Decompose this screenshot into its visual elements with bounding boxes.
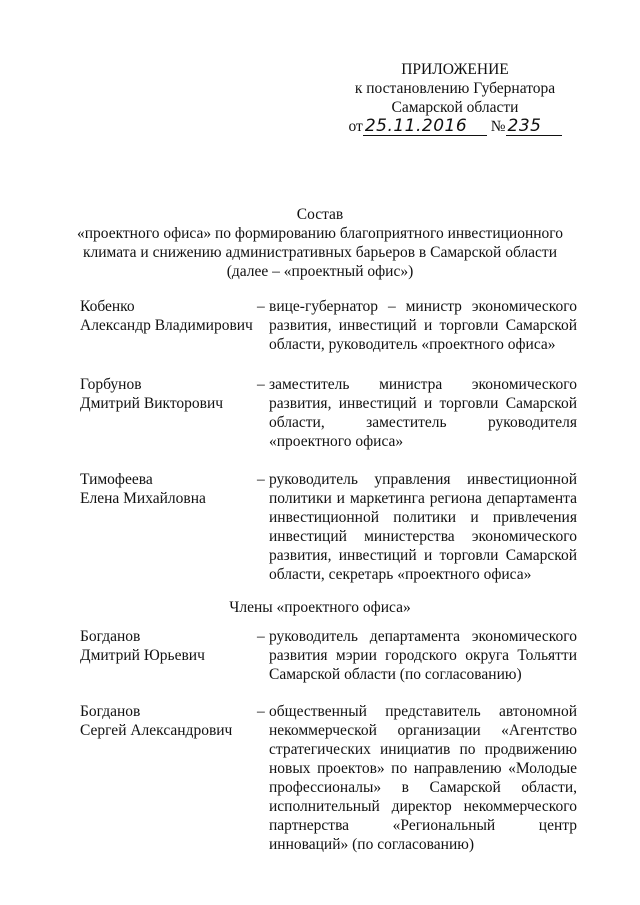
appendix-title: ПРИЛОЖЕНИЕ [401,61,509,78]
member-dash: – [257,298,265,315]
member-given-name: Дмитрий Юрьевич [80,647,205,664]
member-surname: Богданов [80,628,141,645]
heading-title: Состав [296,206,344,223]
heading-line-2: климата и снижению административных барьеров в Самарской области [82,244,558,261]
member-role: вице-губернатор – министр экономического развития, инвестиций и торговли Самарской области, руководитель «проектного офиса» [269,298,577,353]
heading-line-1: «проектного офиса» по формированию благоприятного инвестиционного [76,225,564,242]
heading-line-3: (далее – «проектный офис») [226,263,414,280]
handwritten-date: 25.11.2016 [363,118,487,136]
appendix-decree-line: к постановлению Губернатора [354,80,556,97]
member-role: заместитель министра экономического развития, инвестиций и торговли Самарской области, заместитель руководителя «проектного офиса» [269,376,577,450]
number-prefix: № [490,118,506,135]
member-role: руководитель департамента экономического развития мэрии городского округа Тольятти Самарской области (по согласованию) [269,628,577,683]
appendix-date-line [330,117,580,136]
member-surname: Кобенко [80,298,135,315]
handwritten-number: 235 [506,118,562,136]
member-role: общественный представитель автономной некоммерческой организации «Агентство стратегических инициатив по продвижению новых проектов» по направлению «Молодые профессионалы» в Самарской области, исполнительный директор некоммерческого партнерства «Региональный центр инноваций» (по согласованию) [269,703,577,853]
member-surname: Горбунов [80,376,142,393]
member-name [80,375,260,413]
member-dash: – [257,376,265,393]
member-name [80,627,260,665]
member-dash: – [257,703,265,720]
member-role: руководитель управления инвестиционной политики и маркетинга региона департамента инвестиционной политики и привлечения инвестиций министерства экономического развития, инвестиций и торговли Самарской области, секретарь «проектного офиса» [269,471,577,583]
member-name [80,297,260,335]
member-given-name: Сергей Александрович [80,722,233,739]
member-surname: Тимофеева [80,471,153,488]
member-dash: – [257,628,265,645]
member-given-name: Елена Михайловна [80,490,206,507]
appendix-block [330,60,580,136]
member-surname: Богданов [80,703,141,720]
member-dash: – [257,471,265,488]
members-heading: Члены «проектного офиса» [229,599,411,616]
date-prefix: от [348,118,363,135]
appendix-region-line: Самарской области [391,99,519,116]
member-name [80,702,260,740]
member-given-name: Александр Владимирович [80,317,253,334]
document-heading [60,205,580,281]
member-name [80,470,260,508]
member-given-name: Дмитрий Викторович [80,395,224,412]
